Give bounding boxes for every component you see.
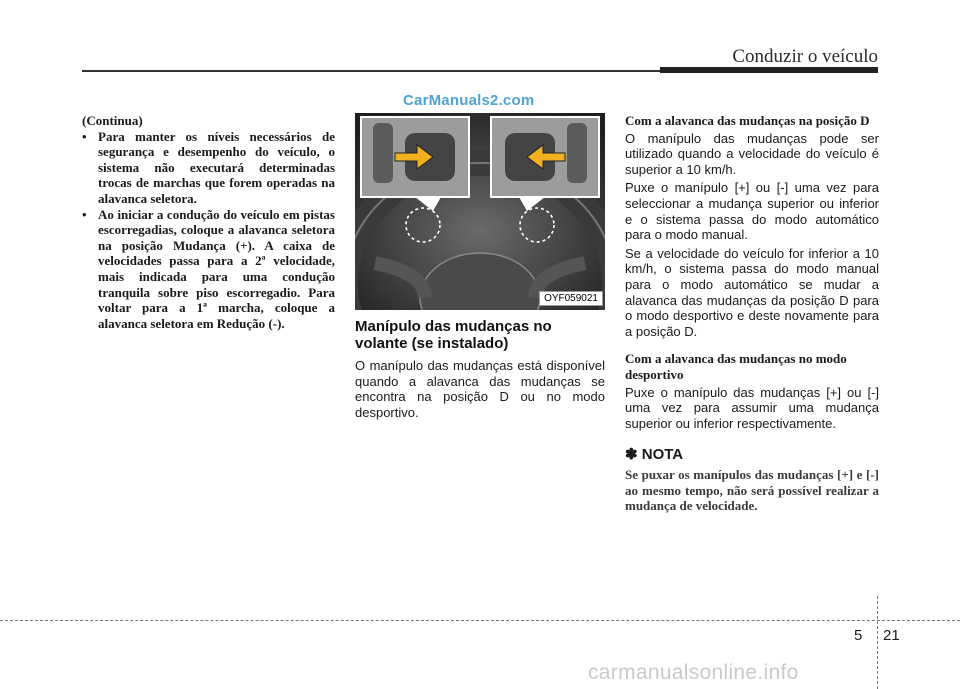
paragraph: Se a velocidade do veículo for inferior a 10 km/h, o sistema passa do modo manual para o modo automático se mudar a alavanca das mudanças da posição D para o modo desportivo e deste novamente para a posição D. [625,245,879,339]
footer-divider [877,596,878,689]
steering-wheel-illustration [355,113,605,310]
bullet-text: Ao iniciar a condução do veículo em pistas escorregadias, coloque a alavanca seletora na posição Mudança (+). A caixa de velocidades passa para a 2ª velocidade, mais indicada para uma condução tranquila sobre piso escorregadio. Para voltar para a 1ª marcha, coloque a alavanca seletora em Redução (-). [98,206,335,331]
header-rule-accent [660,67,878,73]
list-item [82,129,335,207]
note-body: Se puxar os manípulos das mudanças [+] e [-] ao mesmo tempo, não será possível realizar a mudança de velocidade. [625,467,879,514]
column-left [82,113,335,331]
list-item [82,207,335,332]
subsection-body-sport: Puxe o manípulo das mudanças [+] ou [-] uma vez para assumir uma mudança superior ou inferior respectivamente. [625,384,879,431]
subsection-body-d [625,131,879,340]
bullet-glyph: • [82,206,87,222]
paragraph: O manípulo das mudanças pode ser utilizado quando a velocidade do veículo é superior a 10 km/h. [625,130,879,177]
chapter-number: 5 [854,627,863,644]
footer-watermark: carmanualsonline.info [588,661,799,684]
page-header-title: Conduzir o veículo [732,46,878,67]
section-title: Manípulo das mudanças no volante (se instalado) [355,318,552,352]
page-number: 21 [883,627,900,644]
note-title: ✽ NOTA [625,446,684,464]
steering-wheel-figure [355,113,605,310]
subsection-title-sport: Com a alavanca das mudanças no modo desportivo [625,351,847,382]
header-rule [82,70,662,72]
subsection-title-d: Com a alavanca das mudanças na posição D [625,113,870,128]
section-body: O manípulo das mudanças está disponível quando a alavanca das mudanças se encontra na posição D ou no modo desportivo. [355,358,605,420]
continued-label: (Continua) [82,113,143,128]
column-middle [355,113,605,420]
bullet-glyph: • [82,128,87,144]
watermark-logo: CarManuals2.com [403,92,535,109]
figure-code-label: OYF059021 [539,291,603,306]
bullet-list [82,129,335,332]
paragraph: Puxe o manípulo [+] ou [-] uma vez para seleccionar a mudança superior ou inferior e o sistema passa do modo automático para o modo manual. [625,180,879,243]
footer-rule [0,620,960,621]
bullet-text: Para manter os níveis necessários de segurança e desempenho do veículo, o sistema não executará determinadas trocas de marchas que forem operadas na alavanca seletora. [98,128,335,206]
column-right [625,113,879,514]
